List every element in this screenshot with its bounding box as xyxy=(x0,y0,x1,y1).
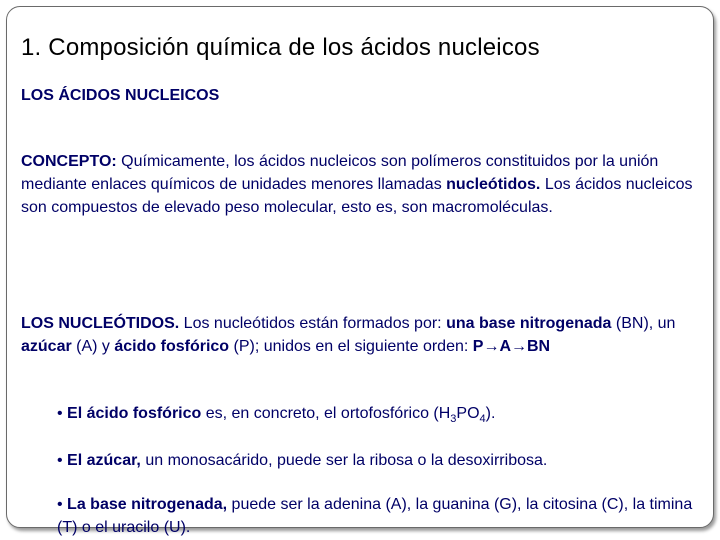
arrow-icon: → xyxy=(511,338,527,355)
formula-end: ). xyxy=(485,405,496,422)
order-a: A xyxy=(499,338,511,355)
bullet-icon: • xyxy=(57,496,63,513)
nucleotides-term-base: una base nitrogenada xyxy=(446,315,612,332)
order-bn: BN xyxy=(527,338,551,355)
nucleotides-text-2: (BN), un xyxy=(611,315,676,332)
nucleotides-text-1: Los nucleótidos están formados por: xyxy=(179,315,447,332)
bullet-term: El ácido fosfórico xyxy=(62,405,202,422)
bullet-nitrogenous-base xyxy=(57,493,707,539)
bullet-text: es, en concreto, el ortofosfórico (H xyxy=(201,405,451,422)
nucleotides-term-acid: ácido fosfórico xyxy=(114,338,230,355)
nucleotides-paragraph xyxy=(21,312,701,358)
concept-label: CONCEPTO: xyxy=(21,153,117,170)
nucleotides-term-sugar: azúcar xyxy=(21,338,72,355)
bullet-text: puede ser la adenina (A), la guanina (G), la citosina (C), la timina (T) o el uracilo (U). xyxy=(57,496,693,536)
concept-term: nucleótidos. xyxy=(446,176,541,193)
section-subtitle: LOS ÁCIDOS NUCLEICOS xyxy=(21,87,220,104)
arrow-icon: → xyxy=(483,338,500,355)
concept-paragraph xyxy=(21,150,701,219)
nucleotides-text-3: (A) y xyxy=(71,338,115,355)
nucleotides-text-4: (P); unidos en el siguiente orden: xyxy=(229,338,473,355)
slide-title: 1. Composición química de los ácidos nucleicos xyxy=(21,34,540,61)
formula-po: PO xyxy=(456,405,480,422)
concept-text-2: Los ácidos nucleicos son compuestos de elevado peso molecular, esto es, son macromoléculas. xyxy=(21,176,693,216)
bullet-icon: • xyxy=(57,452,63,469)
concept-text-1: Químicamente, los ácidos nucleicos son polímeros constituidos por la unión mediante enlaces químicos de unidades menores llamadas xyxy=(21,153,659,193)
bullet-term: La base nitrogenada, xyxy=(62,496,228,513)
bullet-term: El azúcar, xyxy=(62,452,141,469)
bullet-icon: • xyxy=(57,405,63,422)
bullet-sugar xyxy=(57,449,707,472)
order-p: P xyxy=(472,338,484,355)
subscript-3: 3 xyxy=(450,413,457,426)
nucleotides-label: LOS NUCLEÓTIDOS. xyxy=(21,315,180,332)
bullet-text: un monosacárido, puede ser la ribosa o la desoxirribosa. xyxy=(140,452,548,469)
subscript-4: 4 xyxy=(479,413,486,426)
bullet-phosphoric-acid xyxy=(57,402,707,425)
